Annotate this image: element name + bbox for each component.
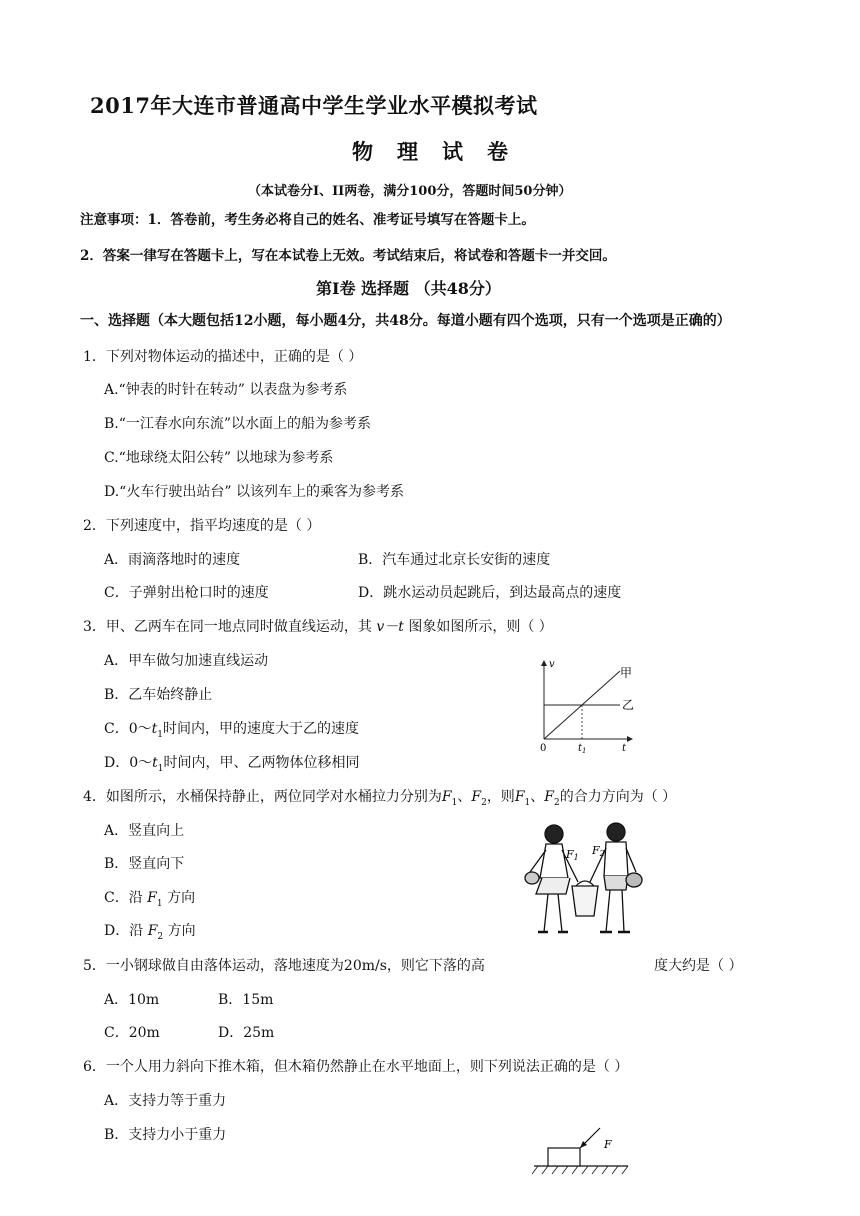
bucket-students-figure bbox=[520, 820, 645, 950]
force-f-label: F bbox=[604, 1138, 612, 1151]
question-5-stem-left: 5．一小钢球做自由落体运动，落地速度为20m/s，则它下落的高 bbox=[83, 958, 485, 974]
right-student-body bbox=[604, 842, 628, 876]
question-4-stem bbox=[83, 786, 676, 808]
question-3-option-c-t: t bbox=[151, 721, 158, 737]
question-5-option-a: A．10m bbox=[104, 992, 160, 1008]
vt-graph-origin: 0 bbox=[540, 743, 547, 754]
question-4-f2-sub: 2 bbox=[481, 797, 487, 808]
question-5-option-c: C．20m bbox=[104, 1025, 160, 1041]
question-3-option-d-t: t bbox=[152, 755, 158, 771]
question-3-option-c-pre: C．0～ bbox=[104, 721, 152, 737]
exam-info: （本试卷分I、II两卷，满分100分，答题时间50分钟） bbox=[248, 184, 572, 199]
bucket bbox=[572, 886, 598, 916]
question-6-option-b: B．支持力小于重力 bbox=[104, 1127, 227, 1143]
question-4-option-d-pre: D．沿 bbox=[104, 923, 144, 939]
question-4-stem-d: 、 bbox=[530, 789, 545, 805]
question-4-stem-e: 的合力方向为（ ） bbox=[559, 789, 677, 805]
question-4-option-d-f: F bbox=[147, 923, 158, 939]
question-3-option-c-post: 时间内，甲的速度大于乙的速度 bbox=[163, 721, 359, 737]
left-student-head bbox=[545, 825, 563, 843]
box-push-figure bbox=[528, 1122, 638, 1178]
question-2-option-c: C．子弹射出枪口时的速度 bbox=[104, 585, 269, 601]
question-3-stem bbox=[83, 616, 553, 636]
figure-f2-label bbox=[591, 844, 605, 858]
question-2-option-d: D．跳水运动员起跳后，到达最高点的速度 bbox=[358, 585, 622, 601]
question-4-option-a: A．竖直向上 bbox=[104, 823, 185, 839]
question-4-f1-sub: 1 bbox=[451, 797, 458, 808]
question-4-f2b: F bbox=[544, 789, 554, 805]
question-4-option-c-f: F bbox=[147, 890, 157, 906]
question-2-option-b: B．汽车通过北京长安街的速度 bbox=[358, 552, 551, 568]
vt-graph-t1-label bbox=[578, 743, 587, 755]
question-1-option-a: A.“钟表的时针在转动” 以表盘为参考系 bbox=[104, 382, 348, 398]
figure-f1-label bbox=[565, 848, 579, 862]
question-3-option-d-sub: 1 bbox=[157, 763, 164, 774]
question-4-option-c bbox=[104, 887, 195, 909]
question-4-f2: F bbox=[471, 789, 482, 805]
notice-2: 2．答案一律写在答题卡上，写在本试卷上无效。考试结束后，将试卷和答题卡一并交回。 bbox=[80, 248, 616, 264]
question-1-option-d: D.“火车行驶出站台” 以该列车上的乘客为参考系 bbox=[104, 484, 404, 500]
question-4-option-c-pre: C．沿 bbox=[104, 890, 143, 906]
section-heading: 一、选择题（本大题包括12小题，每小题4分，共48分。每道小题有四个选项，只有一个选项是正确的） bbox=[80, 313, 731, 329]
vt-graph-t1-sub: 1 bbox=[582, 747, 587, 755]
question-2-option-a: A．雨滴落地时的速度 bbox=[104, 552, 241, 568]
figure-f2-f: F bbox=[592, 844, 600, 857]
question-4-f1b: F bbox=[514, 789, 525, 805]
question-2-stem: 2．下列速度中，指平均速度的是（ ） bbox=[83, 518, 321, 534]
ground-hatching bbox=[532, 1166, 628, 1174]
question-1-stem: 1．下列对物体运动的描述中，正确的是（ ） bbox=[83, 349, 363, 365]
question-4-option-d bbox=[104, 920, 196, 942]
figure-f2-sub: 2 bbox=[599, 849, 605, 858]
right-student-head bbox=[607, 823, 625, 841]
wooden-box bbox=[548, 1148, 580, 1166]
question-4-f2b-sub: 2 bbox=[553, 797, 560, 808]
question-4-option-c-sub: 1 bbox=[156, 898, 163, 909]
vt-graph-figure bbox=[530, 655, 640, 755]
question-1-option-c: C.“地球绕太阳公转” 以地球为参考系 bbox=[104, 450, 334, 466]
left-student-body bbox=[540, 844, 568, 878]
question-3-option-d bbox=[104, 752, 360, 774]
vt-graph-t-label: t bbox=[622, 743, 627, 754]
question-3-stem-pre: 3．甲、乙两车在同一地点同时做直线运动，其 bbox=[83, 619, 377, 635]
question-3-option-a: A．甲车做匀加速直线运动 bbox=[104, 653, 269, 669]
question-3-option-d-pre: D．0～ bbox=[104, 755, 153, 771]
vt-graph-jia-label: 甲 bbox=[620, 666, 633, 680]
question-4-option-d-sub: 2 bbox=[157, 931, 164, 942]
question-4-stem-b: 、 bbox=[457, 789, 472, 805]
figure-f1-sub: 1 bbox=[573, 853, 579, 862]
vt-graph-yi-label: 乙 bbox=[622, 698, 635, 712]
subject-title: 物理试卷 bbox=[352, 139, 532, 164]
question-3-option-c-sub: 1 bbox=[157, 729, 163, 740]
question-6-option-a: A．支持力等于重力 bbox=[104, 1093, 227, 1109]
exam-title: 2017年大连市普通高中学生学业水平模拟考试 bbox=[90, 93, 538, 118]
question-3-vt-symbol: v－t bbox=[376, 619, 404, 635]
part-title: 第Ⅰ卷 选择题 （共48分） bbox=[316, 279, 501, 298]
question-4-stem-a: 4．如图所示，水桶保持静止，两位同学对水桶拉力分别为 bbox=[83, 789, 442, 805]
question-4-stem-c: ，则 bbox=[486, 789, 515, 805]
question-4-f1b-sub: 1 bbox=[524, 797, 531, 808]
question-4-option-b: B．竖直向下 bbox=[104, 856, 185, 872]
question-5-option-d: D．25m bbox=[218, 1025, 275, 1041]
question-3-option-d-post: 时间内，甲、乙两物体位移相同 bbox=[163, 755, 360, 771]
question-4-option-d-post: 方向 bbox=[167, 923, 196, 939]
question-3-option-c bbox=[104, 718, 359, 740]
vt-graph-v-label: v bbox=[549, 659, 555, 670]
question-5-option-b: B．15m bbox=[218, 992, 274, 1008]
figure-f1-f: F bbox=[566, 848, 574, 861]
question-1-option-b: B.“一江春水向东流”以水面上的船为参考系 bbox=[104, 416, 372, 432]
question-4-f1: F bbox=[441, 789, 452, 805]
notice-1: 注意事项：1．答卷前，考生务必将自己的姓名、准考证号填写在答题卡上。 bbox=[80, 212, 535, 228]
question-4-option-c-post: 方向 bbox=[167, 890, 196, 906]
question-3-stem-post: 图象如图所示，则（ ） bbox=[403, 619, 553, 635]
question-6-stem: 6．一个人用力斜向下推木箱，但木箱仍然静止在水平地面上，则下列说法正确的是（ ） bbox=[83, 1059, 629, 1075]
vt-graph-t1-t: t bbox=[578, 743, 583, 754]
question-3-option-b: B．乙车始终静止 bbox=[104, 687, 213, 703]
question-5-stem-right: 度大约是（ ） bbox=[654, 958, 743, 974]
